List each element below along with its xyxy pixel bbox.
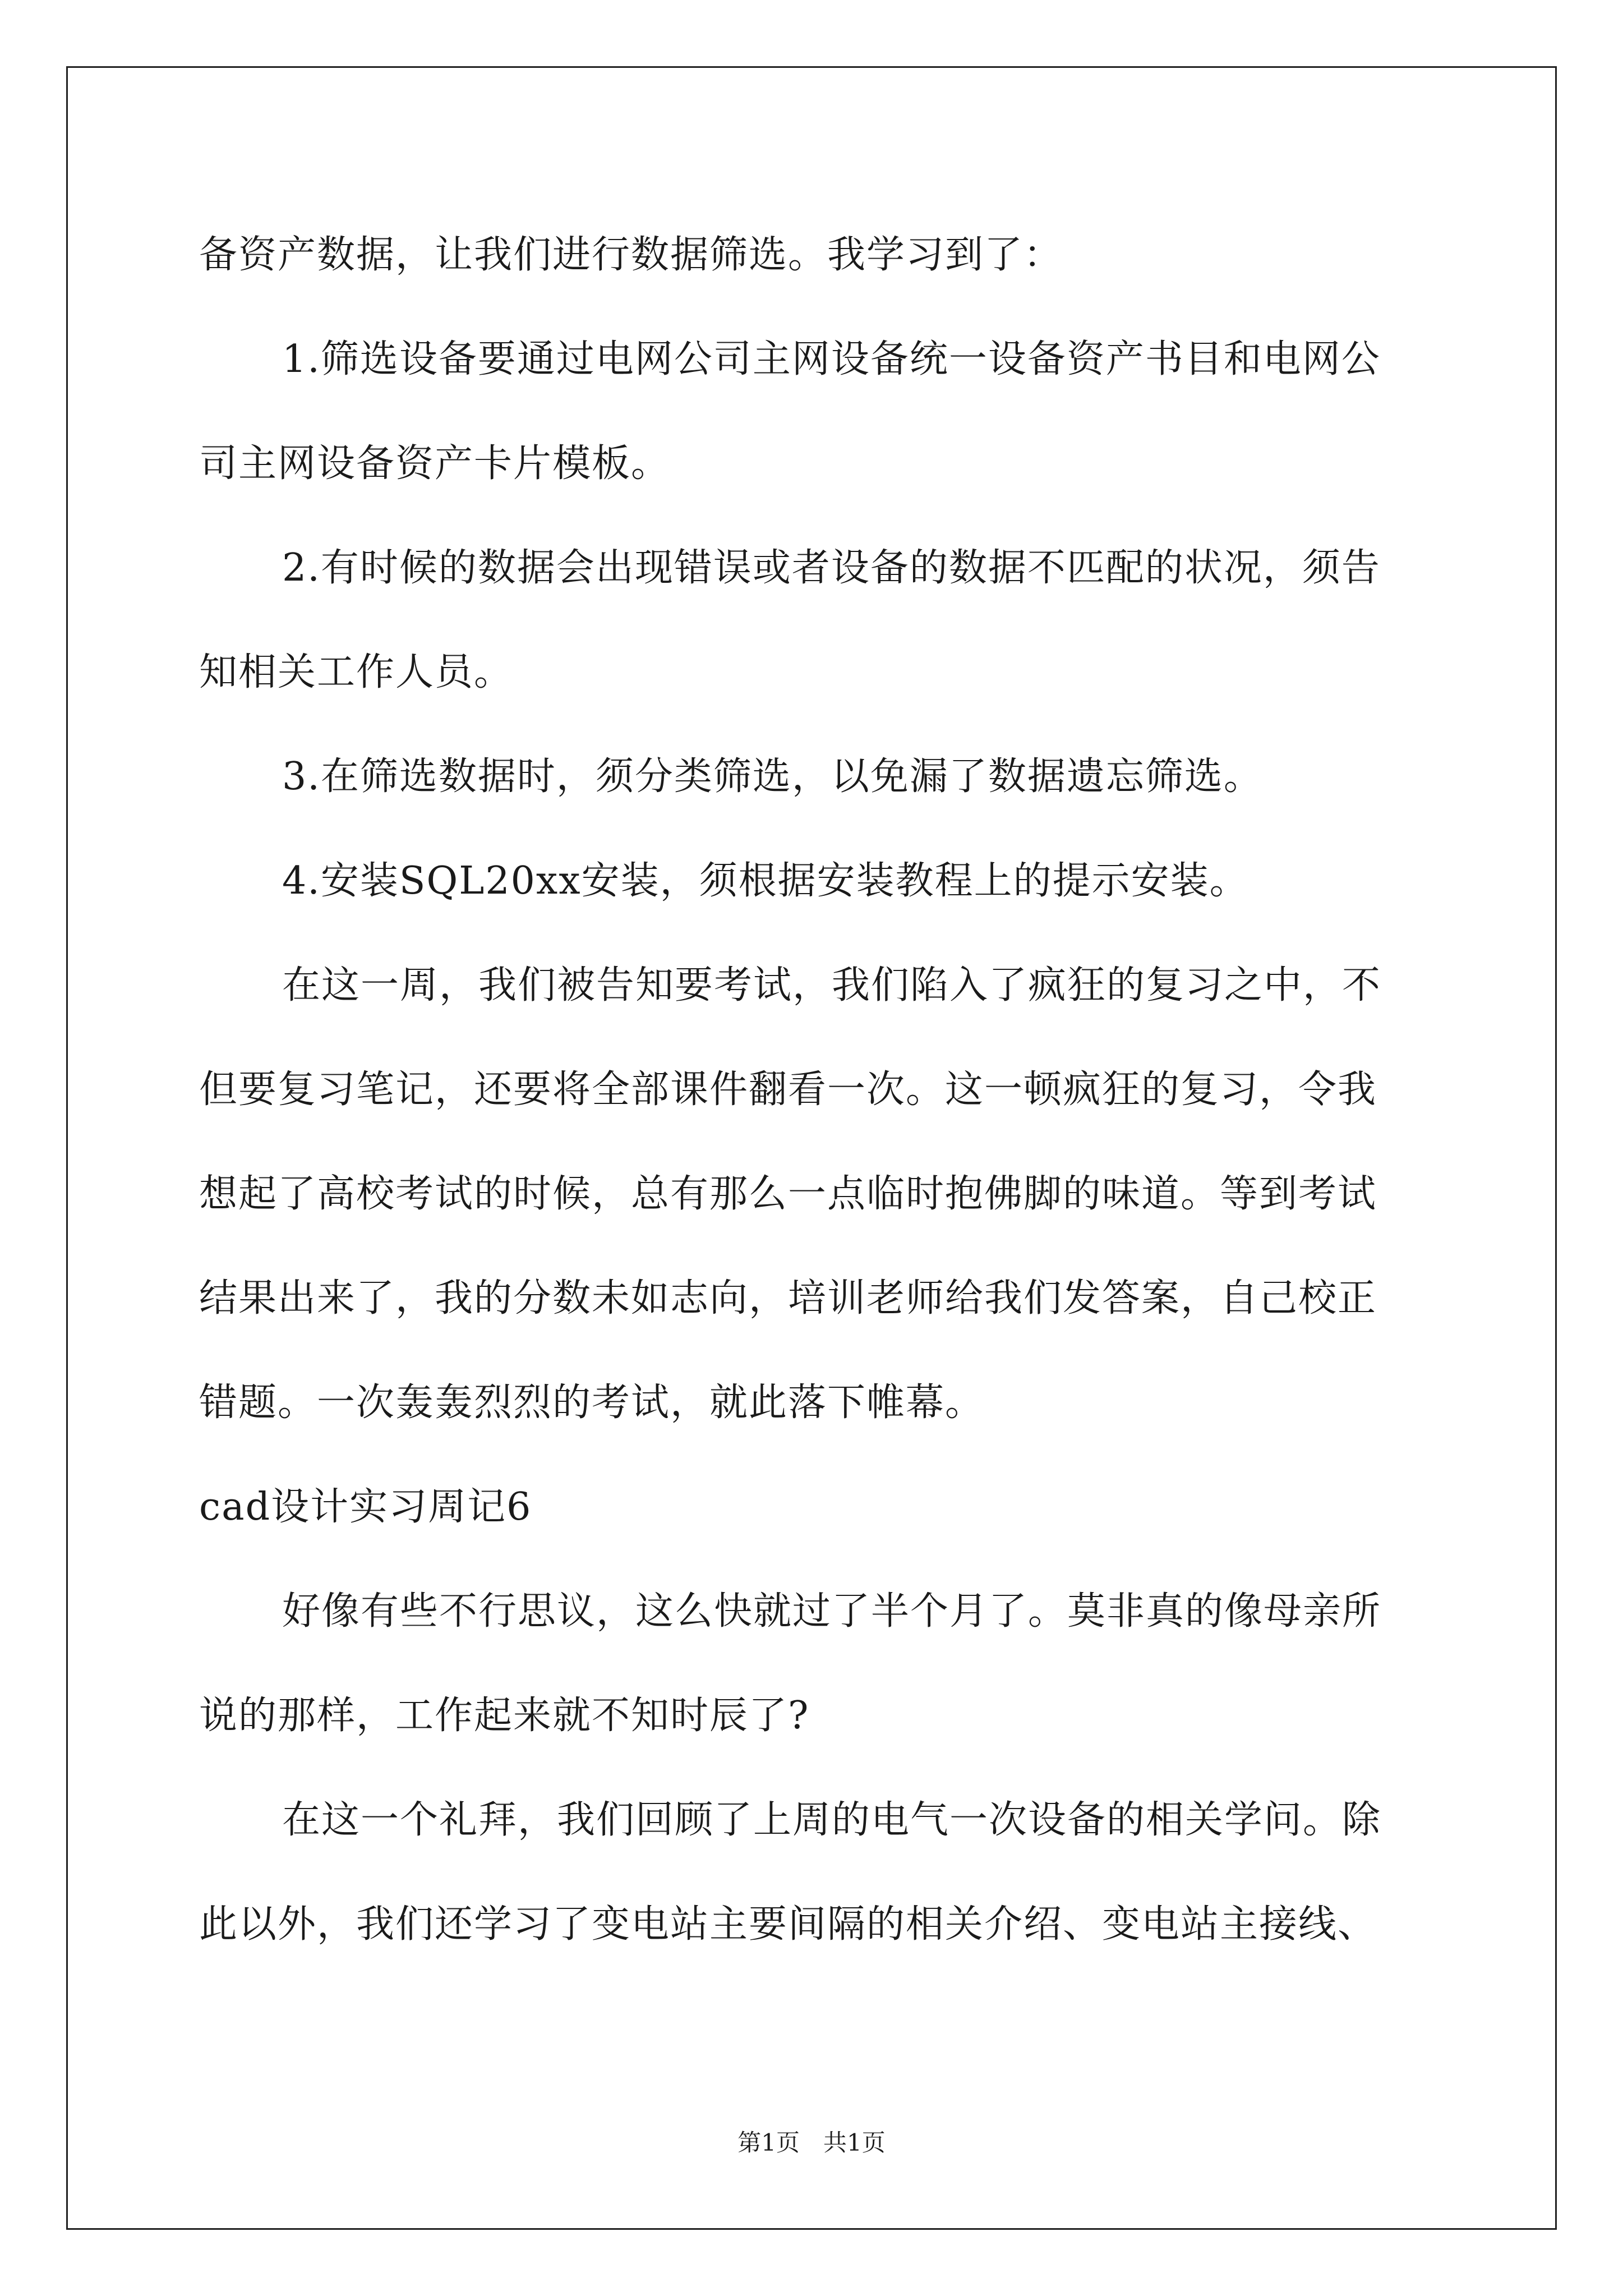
- text-line: 1.筛选设备要通过电网公司主网设备统一设备资产书目和电网公: [282, 337, 1381, 381]
- text-line: 在这一个礼拜，我们回顾了上周的电气一次设备的相关学问。除: [282, 1798, 1382, 1842]
- text-line: 知相关工作人员。: [199, 650, 514, 694]
- text-line: 结果出来了，我的分数未如志向，培训老师给我们发答案，自己校正: [199, 1276, 1377, 1320]
- text-line: 3.在筛选数据时，须分类筛选，以免漏了数据遗忘筛选。: [282, 754, 1263, 799]
- text-line: 说的那样，工作起来就不知时辰了?: [199, 1694, 810, 1738]
- text-line: 想起了高校考试的时候，总有那么一点临时抱佛脚的味道。等到考试: [199, 1172, 1377, 1216]
- section-heading: cad设计实习周记6: [199, 1485, 532, 1529]
- text-line: 在这一周，我们被告知要考试，我们陷入了疯狂的复习之中，不: [282, 963, 1382, 1007]
- text-line: 好像有些不行思议，这么快就过了半个月了。莫非真的像母亲所: [282, 1589, 1382, 1634]
- text-line: 司主网设备资产卡片模板。: [199, 441, 671, 486]
- document-body: [199, 222, 1436, 1995]
- text-line: 2.有时候的数据会出现错误或者设备的数据不匹配的状况，须告: [282, 546, 1381, 590]
- text-line: 错题。一次轰轰烈烈的考试，就此落下帷幕。: [199, 1381, 985, 1425]
- text-line: 备资产数据，让我们进行数据筛选。我学习到了：: [199, 233, 1063, 277]
- text-line: 此以外，我们还学习了变电站主要间隔的相关介绍、变电站主接线、: [199, 1902, 1377, 1947]
- page-footer: 第1页 共1页: [737, 2129, 886, 2156]
- text-line: 4.安装SQL20xx安装，须根据安装教程上的提示安装。: [282, 859, 1249, 903]
- text-line: 但要复习笔记，还要将全部课件翻看一次。这一顿疯狂的复习，令我: [199, 1068, 1377, 1112]
